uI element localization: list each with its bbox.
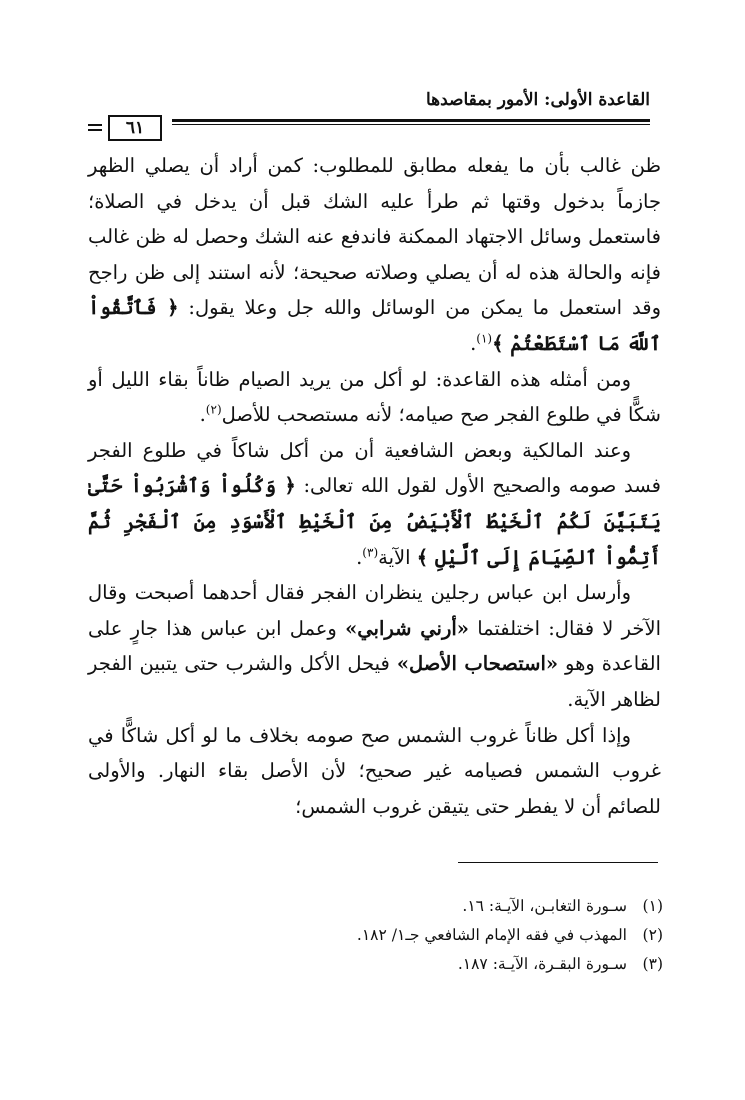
- footnote-separator: [458, 862, 658, 863]
- footnote-text: المهذب في فقه الإمام الشافعي جـ١/ ١٨٢.: [356, 926, 627, 944]
- footnote-text: سـورة التغابـن، الآيـة: ١٦.: [462, 897, 627, 915]
- paragraph-5-text: وإذا أكل ظاناً غروب الشمس صح صومه بخلاف ما لو أكل شاكًّا في غروب الشمس فصيامه غير صحيح؛ لأن الأصل بقاء النهار. والأولى للصائم أن لا يفطر حتى يتيقن غروب الشمس؛: [88, 723, 661, 818]
- paragraph-2-text: ومن أمثله هذه القاعدة: لو أكل من يريد الصيام ظاناً بقاء الليل أو شكًّا في طلوع الفجر صح صيامه؛ لأنه مستصحب للأصل: [88, 367, 661, 427]
- footnote-ref-2: (٢): [205, 402, 222, 417]
- footnote-1: [260, 892, 663, 921]
- footnote-number: (١): [642, 897, 663, 915]
- paragraph-1-text: ظن غالب بأن ما يفعله مطابق للمطلوب: كمن أراد أن يصلي الظهر جازماً بدخول وقتها ثم طرأ عليه الشك قبل أن يدخل في الصلاة؛ فاستعمل وسائل الاجتهاد الممكنة فاندفع عنه الشك وحصل له ظن غالب فإنه والحالة هذه له أن يصلي وصلاته صحيحة؛ لأنه استند إلى ظن راجح وقد استعمل ما يمكن من الوسائل والله جل وعلا يقول:: [88, 154, 661, 320]
- paragraph-1-end: .: [470, 331, 477, 355]
- page-number-dash: [88, 124, 102, 131]
- paragraph-3-end: .: [356, 545, 363, 569]
- paragraph-1: [88, 148, 661, 362]
- page-number-block: [88, 115, 168, 141]
- paragraph-4-part-3: فيحل الأكل والشرب حتى يتبين الفجر لظاهر الآية.: [88, 652, 661, 711]
- footnote-number: (٢): [642, 926, 663, 944]
- quran-verse-2: ﴿ وَكُلُواْ وَٱشْرَبُواْ حَتَّىٰ يَتَبَيَّنَ لَكُمُ ٱلْخَيْطُ ٱلْأَبْيَضُ مِنَ ٱلْخَيْطِ ٱلْأَسْوَدِ مِنَ ٱلْفَجْرِ ثُمَّ أَتِمُّواْ ٱلصِّيَامَ إِلَى ٱلَّيْلِ ﴾: [88, 474, 661, 569]
- paragraph-3-text: وعند المالكية وبعض الشافعية أن من أكل شاكاً في طلوع الفجر فسد صومه والصحيح الأول لقول الله تعالى:: [88, 438, 661, 498]
- body-text: [88, 148, 661, 824]
- footnote-number: (٣): [642, 955, 663, 973]
- paragraph-2-end: .: [199, 403, 206, 427]
- paragraph-4: [88, 575, 661, 717]
- footnote-3: [260, 950, 663, 979]
- footnote-text: سـورة البقـرة، الآيـة: ١٨٧.: [457, 955, 627, 973]
- footnote-ref-1: (١): [476, 331, 493, 346]
- quote-arini-sharabi: «أرني شرابي»: [345, 616, 469, 640]
- paragraph-5: [88, 718, 661, 825]
- running-header-title: القاعدة الأولى: الأمور بمقاصدها: [425, 90, 650, 110]
- paragraph-3: [88, 433, 661, 575]
- header-rule: [172, 119, 650, 125]
- footnote-ref-3: (٣): [362, 545, 379, 560]
- quran-verse-1: ﴿ فَٱتَّقُواْ ٱللَّهَ مَا ٱسْتَطَعْتُمْ ﴾: [88, 296, 661, 355]
- footnote-2: [260, 921, 663, 950]
- page-number: ٦١: [108, 115, 162, 141]
- paragraph-3-after: الآية: [378, 545, 417, 569]
- paragraph-4-part-1: وأرسل ابن عباس رجلين ينظران الفجر فقال أحدهما أصبحت وقال الآخر لا فقال: اختلفتما: [88, 581, 661, 640]
- paragraph-2: [88, 362, 661, 433]
- footnotes: [260, 892, 663, 979]
- quote-istishab-al-asl: «استصحاب الأصل»: [396, 652, 559, 676]
- paragraph-4-part-2: وعمل ابن عباس هذا جارٍ على القاعدة وهو: [88, 616, 661, 676]
